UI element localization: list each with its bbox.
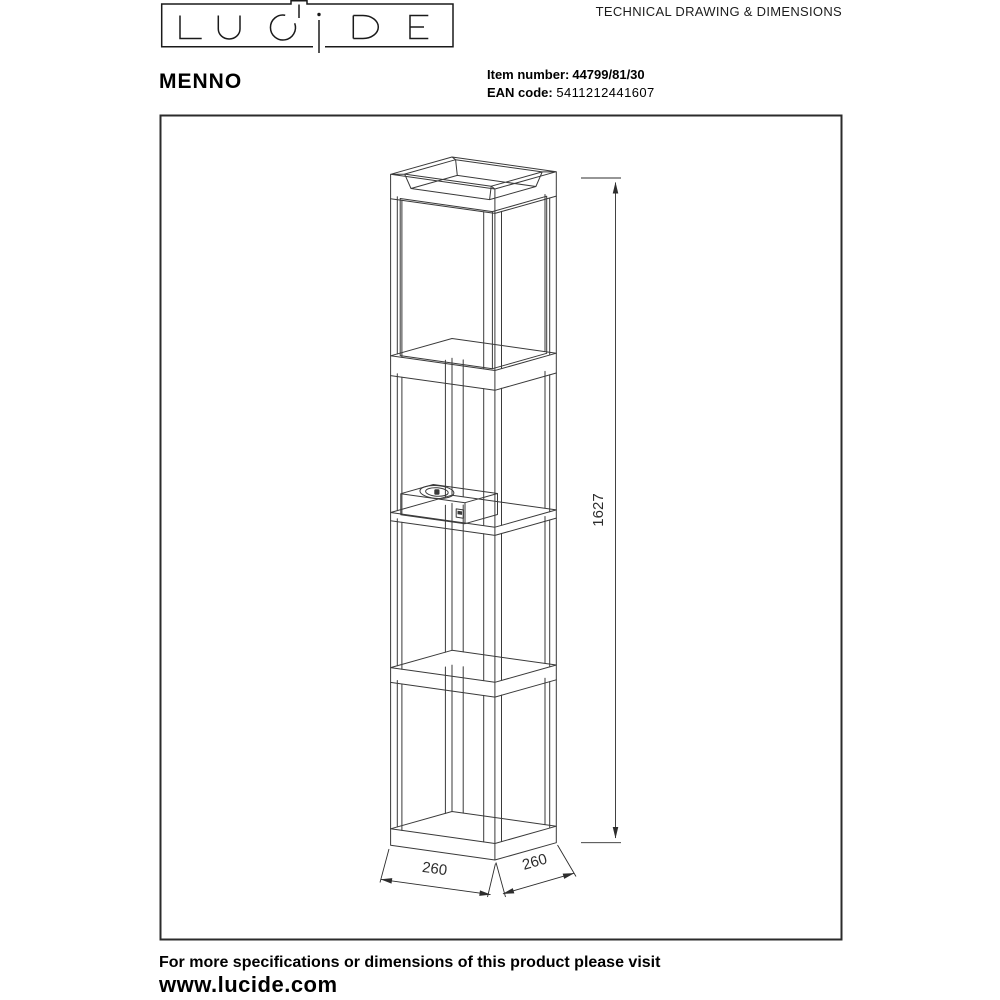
logo-letter-e — [410, 16, 428, 39]
logo-letter-l — [180, 16, 202, 39]
item-number-label: Item number: — [487, 67, 570, 82]
width-dimension-line — [381, 879, 491, 894]
depth-dimension-line — [503, 873, 574, 894]
footer-note: For more specifications or dimensions of this product please visit — [159, 954, 661, 971]
lamp-shelf-lower — [391, 650, 557, 697]
lamp-post-back — [445, 358, 463, 813]
lamp-shade-rail — [391, 339, 557, 391]
dimension-annotations — [380, 178, 621, 897]
charging-module — [401, 485, 498, 524]
width-dimension — [380, 849, 496, 897]
height-dimension-label: 1627 — [590, 493, 607, 527]
width-dimension-label: 260 — [421, 858, 449, 880]
depth-dimension — [496, 845, 576, 897]
lamp-top-frame — [391, 157, 557, 213]
item-number-line — [487, 67, 645, 82]
website-link[interactable]: www.lucide.com — [159, 972, 338, 997]
ean-label: EAN code: — [487, 85, 553, 100]
lamp-base — [391, 812, 557, 861]
logo-letter-d — [353, 16, 378, 39]
depth-dimension-label: 260 — [520, 850, 550, 874]
lucide-logo — [162, 1, 453, 53]
height-dimension — [581, 178, 621, 843]
ean-value: 5411212441607 — [556, 85, 655, 100]
item-number-value: 44799/81/30 — [572, 67, 645, 82]
lamp-drawing — [391, 157, 557, 860]
logo-letter-u — [218, 16, 240, 39]
logo-letter-c — [270, 15, 295, 40]
doc-title: TECHNICAL DRAWING & DIMENSIONS — [595, 4, 842, 19]
logo-letter-i-dot — [317, 13, 320, 16]
ean-line — [487, 85, 655, 100]
usb-port-icon — [456, 509, 463, 518]
lamp-shelf-middle — [391, 495, 557, 535]
product-name: MENNO — [159, 70, 243, 93]
lamp-shade-fabric — [400, 196, 547, 369]
